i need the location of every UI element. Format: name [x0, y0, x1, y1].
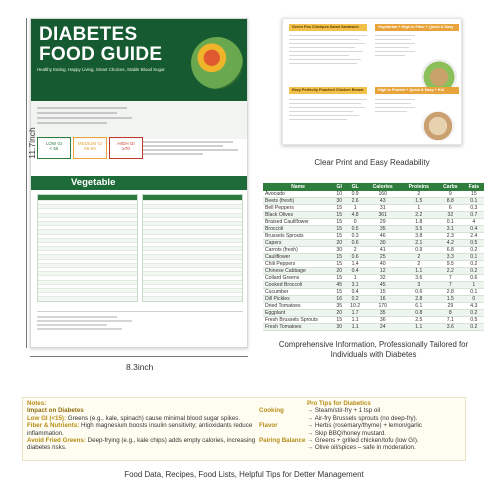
- recipe-photo-2: [421, 111, 455, 141]
- value-cell: 3.1: [437, 226, 464, 233]
- value-cell: 15: [365, 289, 401, 296]
- value-cell: 3.8: [401, 233, 437, 240]
- value-cell: 25: [365, 254, 401, 261]
- col-header: Proteins: [401, 183, 437, 191]
- value-cell: 7: [437, 275, 464, 282]
- value-cell: 361: [365, 212, 401, 219]
- food-name-cell: Dill Pickles: [263, 296, 333, 303]
- value-cell: 1: [401, 205, 437, 212]
- value-cell: 1.1: [401, 268, 437, 275]
- value-cell: 0.4: [464, 226, 484, 233]
- value-cell: 1.7: [345, 310, 364, 317]
- food-name-cell: Fresh Brussels Sprouts: [263, 317, 333, 324]
- table-row: [263, 191, 484, 198]
- value-cell: 0.9: [345, 191, 364, 198]
- gi-high-value: ≥70: [122, 146, 130, 151]
- value-cell: 2.2: [437, 268, 464, 275]
- value-cell: 3.6: [401, 275, 437, 282]
- value-cell: 1.8: [401, 219, 437, 226]
- food-name-cell: Beets (fresh): [263, 198, 333, 205]
- table-row: [263, 198, 484, 205]
- caption-comprehensive: Comprehensive Information, Professionally Tailored for Individuals with Diabetes: [278, 340, 469, 359]
- note-label: Avoid Fried Greens:: [27, 437, 86, 445]
- value-cell: 43: [365, 198, 401, 205]
- cover-tagline: Healthy Eating, Happy Living, Smart Choices, Stable Blood Sugar: [37, 67, 165, 72]
- food-name-cell: Cauliflower: [263, 254, 333, 261]
- value-cell: 15: [333, 289, 345, 296]
- food-name-cell: Eggplant: [263, 310, 333, 317]
- tip-text: Skip BBQ/honey mustard.: [314, 429, 387, 437]
- value-cell: 35: [333, 303, 345, 310]
- tip-flavor: Flavor → Herbs (rosemary/thyme) + lemon/garlic → Skip BBQ/honey mustard.: [259, 422, 423, 437]
- food-name-cell: Carrots (fresh): [263, 247, 333, 254]
- table-row: [263, 275, 484, 282]
- value-cell: 2: [401, 261, 437, 268]
- recipe-bar-3: Easy Perfectly Poached Chicken Breast: [289, 87, 367, 94]
- value-cell: 0.5: [464, 240, 484, 247]
- value-cell: 0: [464, 296, 484, 303]
- food-name-cell: Cucumber: [263, 289, 333, 296]
- value-cell: 0.2: [464, 261, 484, 268]
- value-cell: 16: [333, 296, 345, 303]
- table-row: [263, 268, 484, 275]
- value-cell: 0.5: [345, 226, 364, 233]
- value-cell: 2.4: [464, 233, 484, 240]
- value-cell: 15: [333, 233, 345, 240]
- table-row: [263, 212, 484, 219]
- value-cell: 10.2: [345, 303, 364, 310]
- product-cover-image: [30, 18, 248, 348]
- value-cell: 0.2: [464, 268, 484, 275]
- value-cell: 24: [365, 324, 401, 331]
- gi-low-label: LOW GI: [45, 141, 63, 146]
- value-cell: 32: [437, 212, 464, 219]
- value-cell: 46: [365, 233, 401, 240]
- value-cell: 9: [437, 191, 464, 198]
- value-cell: 40: [365, 261, 401, 268]
- tip-label: Flavor: [259, 422, 278, 430]
- value-cell: 2.1: [401, 240, 437, 247]
- value-cell: 1: [464, 282, 484, 289]
- value-cell: 7.1: [437, 317, 464, 324]
- gi-low-value: < 55: [49, 146, 59, 151]
- width-dimension-label: 8.3inch: [126, 362, 154, 372]
- value-cell: 0.2: [464, 247, 484, 254]
- table-row: [263, 303, 484, 310]
- cover-notes-block: [143, 139, 243, 157]
- value-cell: 0.9: [401, 247, 437, 254]
- value-cell: 4: [464, 219, 484, 226]
- value-cell: 0.3: [345, 233, 364, 240]
- recipe-card-image: [282, 18, 462, 145]
- gi-medium-value: 56-69: [84, 146, 96, 151]
- value-cell: 1.1: [401, 324, 437, 331]
- value-cell: 4.3: [464, 303, 484, 310]
- value-cell: 20: [333, 240, 345, 247]
- value-cell: 15: [333, 226, 345, 233]
- value-cell: 1.5: [401, 198, 437, 205]
- value-cell: 35: [365, 226, 401, 233]
- tip-text: Steam/stir-fry + 1 tsp oil: [314, 407, 381, 415]
- value-cell: 20: [333, 268, 345, 275]
- pro-tips-heading: Pro Tips for Diabetics: [307, 400, 371, 407]
- tip-label: Pairing Balance: [259, 437, 306, 445]
- value-cell: 30: [333, 324, 345, 331]
- tip-label: Cooking: [259, 407, 284, 415]
- notes-subheading: Impact on Diabetes: [27, 407, 84, 415]
- col-header: Fats: [464, 183, 484, 191]
- value-cell: 15: [333, 275, 345, 282]
- table-row: [263, 254, 484, 261]
- value-cell: 0.4: [345, 289, 364, 296]
- food-name-cell: Bell Peppers: [263, 205, 333, 212]
- col-header: GL: [345, 183, 364, 191]
- width-dimension-line: [30, 356, 248, 357]
- food-name-cell: Chili Peppers: [263, 261, 333, 268]
- height-dimension-label: 11.7inch: [27, 127, 37, 159]
- vegetable-illustration: [191, 37, 243, 89]
- value-cell: 0.6: [401, 289, 437, 296]
- value-cell: 12: [365, 268, 401, 275]
- value-cell: 6.8: [437, 247, 464, 254]
- value-cell: 1: [345, 205, 364, 212]
- food-name-cell: Black Olives: [263, 212, 333, 219]
- note-label: Low GI (<15):: [27, 414, 67, 422]
- value-cell: 0.6: [345, 240, 364, 247]
- value-cell: 0.1: [464, 289, 484, 296]
- table-row: [263, 317, 484, 324]
- value-cell: 1.1: [345, 317, 364, 324]
- gi-high-label: HIGH GI: [117, 141, 135, 146]
- food-name-cell: Fresh Tomatoes: [263, 324, 333, 331]
- recipe-bar-2: Vegetarian + High in Fiber + Quick & Easy: [375, 24, 459, 31]
- value-cell: 29: [437, 303, 464, 310]
- value-cell: 6: [437, 205, 464, 212]
- col-header: Name: [263, 183, 333, 191]
- tip-text: Herbs (rosemary/thyme) + lemon/garlic: [314, 422, 423, 430]
- tip-text: Greens + grilled chicken/tofu (low GI).: [314, 437, 419, 445]
- value-cell: 36: [365, 317, 401, 324]
- note-item-fiber: [27, 422, 257, 437]
- table-row: [263, 233, 484, 240]
- col-header: Carbs: [437, 183, 464, 191]
- value-cell: 170: [365, 303, 401, 310]
- value-cell: 1.5: [437, 296, 464, 303]
- value-cell: 2: [401, 191, 437, 198]
- pro-tips: [259, 400, 463, 452]
- food-name-cell: Dried Tomatoes: [263, 303, 333, 310]
- tip-cooking: Cooking → Steam/stir-fry + 1 tsp oil → Air-fry Brussels sprouts (no deep-fry).: [259, 407, 418, 422]
- vegetable-banner: Vegetable: [31, 176, 248, 190]
- value-cell: 2.8: [437, 289, 464, 296]
- note-item-avoid-fried: [27, 437, 257, 452]
- value-cell: 0.1: [437, 219, 464, 226]
- value-cell: 3.3: [437, 254, 464, 261]
- table-row: [263, 261, 484, 268]
- tip-text: Air-fry Brussels sprouts (no deep-fry).: [314, 414, 418, 422]
- table-row: [263, 240, 484, 247]
- value-cell: 160: [365, 191, 401, 198]
- notes-panel: [22, 397, 466, 461]
- value-cell: 9.5: [437, 261, 464, 268]
- cover-footer-notes: [37, 311, 243, 345]
- value-cell: 0.6: [464, 275, 484, 282]
- cover-sources-block: [31, 101, 248, 139]
- value-cell: 15: [333, 212, 345, 219]
- value-cell: 2.2: [401, 212, 437, 219]
- cover-title-line1: DIABETES: [39, 24, 138, 45]
- value-cell: 45: [333, 282, 345, 289]
- value-cell: 0: [345, 219, 364, 226]
- table-row: [263, 247, 484, 254]
- caption-clear-print: Clear Print and Easy Readability: [314, 158, 430, 167]
- value-cell: 0.5: [464, 317, 484, 324]
- value-cell: 15: [333, 219, 345, 226]
- value-cell: 2: [401, 254, 437, 261]
- col-header: Calories: [365, 183, 401, 191]
- value-cell: 29: [365, 219, 401, 226]
- value-cell: 30: [333, 198, 345, 205]
- height-dimension-line: [26, 18, 27, 348]
- table-row: [263, 324, 484, 331]
- cover-title-line2: FOOD GUIDE: [39, 44, 163, 65]
- food-name-cell: Brussels Sprouts: [263, 233, 333, 240]
- value-cell: 15: [333, 205, 345, 212]
- gi-low-box: [37, 137, 71, 159]
- table-row: [263, 282, 484, 289]
- value-cell: 4.2: [437, 240, 464, 247]
- value-cell: 6.1: [401, 303, 437, 310]
- gi-medium-label: MEDIUM GI: [77, 141, 103, 146]
- cover-table-left: [37, 194, 138, 302]
- cover-table-right: [142, 194, 243, 302]
- value-cell: 2.8: [401, 296, 437, 303]
- value-cell: 15: [333, 261, 345, 268]
- value-cell: 0.1: [464, 198, 484, 205]
- value-cell: 3.5: [401, 226, 437, 233]
- food-name-cell: Braised Cauliflower: [263, 219, 333, 226]
- value-cell: 2: [345, 247, 364, 254]
- value-cell: 15: [333, 317, 345, 324]
- value-cell: 15: [333, 254, 345, 261]
- cover-header: [31, 19, 247, 101]
- value-cell: 3: [401, 282, 437, 289]
- value-cell: 8: [437, 310, 464, 317]
- food-name-cell: Chinese Cabbage: [263, 268, 333, 275]
- gi-medium-box: [73, 137, 107, 159]
- table-row: [263, 205, 484, 212]
- note-text: Greens (e.g., kale, spinach) cause minimal blood sugar spikes.: [67, 414, 241, 422]
- table-header-row: [263, 183, 484, 191]
- value-cell: 7: [437, 282, 464, 289]
- recipe-bar-1: Green Pea Chickpea Salad Sandwich: [289, 24, 367, 31]
- value-cell: 0.2: [345, 296, 364, 303]
- value-cell: 8.8: [437, 198, 464, 205]
- nutrition-table: [263, 183, 484, 331]
- tip-text: Olive oil/spices – safe in moderation.: [314, 444, 416, 452]
- value-cell: 0.7: [464, 212, 484, 219]
- value-cell: 0.8: [401, 310, 437, 317]
- value-cell: 0.3: [464, 205, 484, 212]
- value-cell: 20: [333, 310, 345, 317]
- notes-heading: Notes:: [27, 400, 47, 407]
- note-text: Deep-frying (e.g., kale chips) adds empty calories, increasing diabetes risks.: [27, 437, 256, 452]
- value-cell: 30: [365, 240, 401, 247]
- notes-impact: [27, 400, 257, 452]
- value-cell: 35: [365, 310, 401, 317]
- value-cell: 41: [365, 247, 401, 254]
- table-row: [263, 296, 484, 303]
- value-cell: 32: [365, 275, 401, 282]
- recipe-bar-4: High In Protein + Quick & Easy + Kid Friendly: [375, 87, 459, 94]
- value-cell: 0.4: [345, 268, 364, 275]
- value-cell: 1.1: [345, 324, 364, 331]
- food-name-cell: Avocado: [263, 191, 333, 198]
- value-cell: 16: [365, 296, 401, 303]
- food-name-cell: Cooked Broccoli: [263, 282, 333, 289]
- table-row: [263, 289, 484, 296]
- value-cell: 0.2: [464, 310, 484, 317]
- value-cell: 31: [365, 205, 401, 212]
- food-name-cell: Collard Greens: [263, 275, 333, 282]
- food-name-cell: Broccoli: [263, 226, 333, 233]
- value-cell: 3.6: [437, 324, 464, 331]
- value-cell: 1.4: [345, 261, 364, 268]
- gi-high-box: [109, 137, 143, 159]
- value-cell: 10: [333, 191, 345, 198]
- value-cell: 0.2: [464, 324, 484, 331]
- note-item-low-gi: [27, 415, 257, 422]
- col-header: GI: [333, 183, 345, 191]
- note-text: High magnesium boosts insulin sensitivity; antioxidants reduce inflammation.: [27, 422, 253, 437]
- value-cell: 1: [345, 275, 364, 282]
- value-cell: 0.6: [345, 254, 364, 261]
- food-name-cell: Capers: [263, 240, 333, 247]
- caption-footer: Food Data, Recipes, Food Lists, Helpful Tips for Detter Management: [124, 470, 364, 479]
- value-cell: 2.3: [437, 233, 464, 240]
- value-cell: 4.8: [345, 212, 364, 219]
- table-row: [263, 226, 484, 233]
- value-cell: 3.1: [345, 282, 364, 289]
- value-cell: 2.6: [345, 198, 364, 205]
- value-cell: 30: [333, 247, 345, 254]
- value-cell: 0.1: [464, 254, 484, 261]
- value-cell: 45: [365, 282, 401, 289]
- tip-pairing: Pairing Balance → Greens + grilled chicken/tofu (low GI). → Olive oil/spices – safe in moderation.: [259, 437, 419, 452]
- value-cell: 15: [464, 191, 484, 198]
- gi-legend: [37, 137, 143, 159]
- note-label: Fiber & Nutrients:: [27, 422, 80, 430]
- value-cell: 2.5: [401, 317, 437, 324]
- table-row: [263, 310, 484, 317]
- table-row: [263, 219, 484, 226]
